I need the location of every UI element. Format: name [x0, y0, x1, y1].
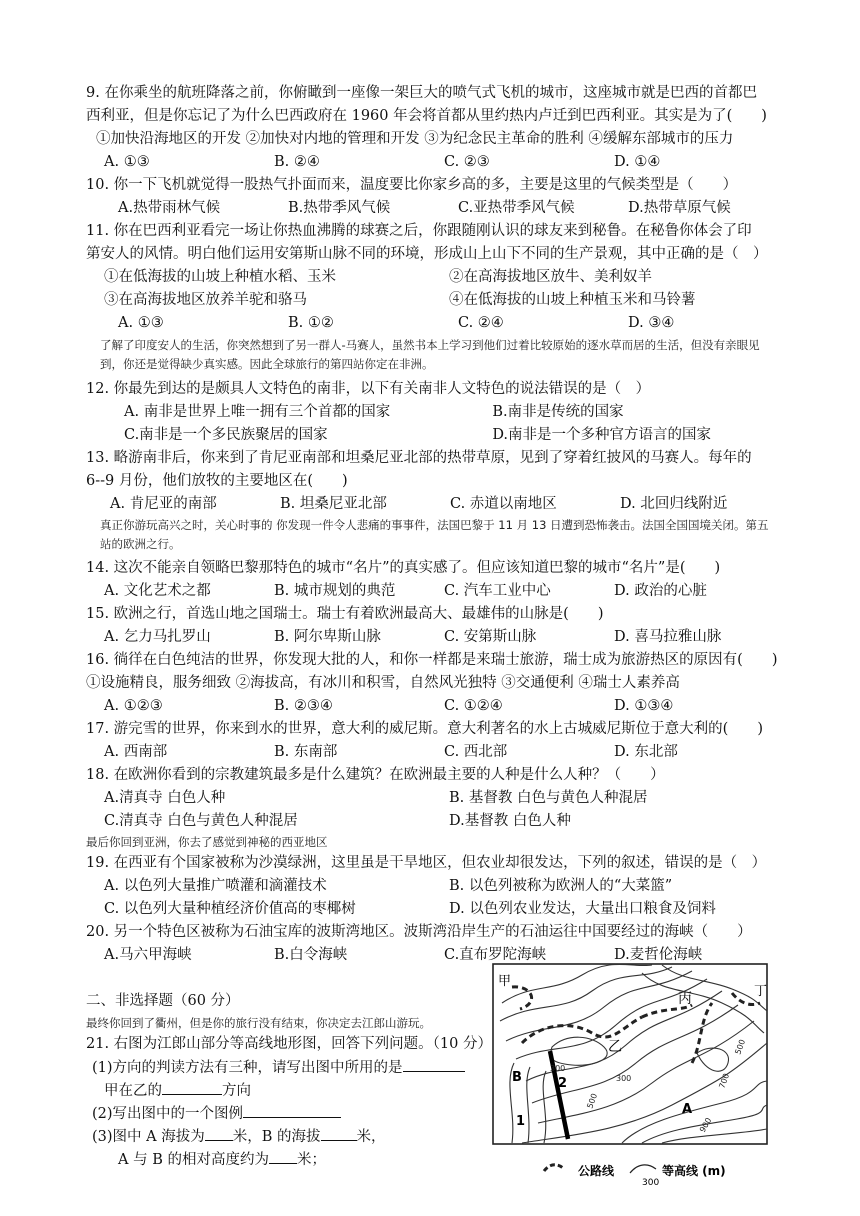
story-note-3: 最后你回到亚洲，你去了感觉到神秘的西亚地区 [86, 835, 328, 849]
option-d[interactable]: D. 北回归线附近 [620, 496, 728, 512]
option-d[interactable]: D.热带草原气候 [628, 200, 731, 216]
option-a[interactable]: A. ①②③ [104, 698, 163, 714]
question-11-items-row-2 [104, 289, 794, 312]
question-21-part-1a [92, 1056, 492, 1080]
option-c[interactable]: C.直布罗陀海峡 [444, 947, 547, 963]
question-9-items: ①加快沿海地区的开发 ②加快对内地的管理和开发 ③为纪念民主革命的胜利 ④缓解东部城市的压力 [96, 131, 734, 147]
option-a[interactable]: A.清真寺 白色人种 [104, 790, 226, 806]
part-3a-text-2: 米，B 的海拔 [232, 1129, 321, 1145]
part-3a-text-3: 米， [356, 1129, 386, 1145]
question-13-stem-line-2: 6--9 月份，他们放牧的主要地区在( ) [86, 473, 348, 489]
part-3b-text-2: 米； [296, 1152, 326, 1168]
option-d[interactable]: D.麦哲伦海峡 [614, 947, 703, 963]
contour-map [492, 963, 772, 1193]
question-21-stem: 21. 右图为江郎山部分等高线地形图，回答下列问题。（10 分） [86, 1036, 492, 1052]
question-21-part-3a [92, 1125, 482, 1149]
question-16-stem: 16. 徜徉在白色纯洁的世界，你发现大批的人，和你一样都是来瑞士旅游，瑞士成为旅游热区的原因有( ) [86, 652, 778, 668]
label-bing: 丙 [678, 991, 692, 1007]
question-9-stem-line-2: 西利亚，但是你忘记了为什么巴西政府在 1960 年会将首都从里约热内卢迁到巴西利亚。其实是为了( ) [86, 108, 767, 124]
part-2-text: (2)写出图中的一个图例 [92, 1106, 244, 1122]
legend-contour-label: 等高线 (m) [662, 1164, 726, 1178]
option-c[interactable]: C. ②③ [444, 154, 490, 170]
question-14-stem: 14. 这次不能亲自领略巴黎那特色的城市“名片”的真实感了。但应该知道巴黎的城市“名片”是( ) [86, 560, 721, 576]
option-a[interactable]: A. 乞力马扎罗山 [104, 629, 211, 645]
item-3: ③在高海拔地区放养羊驼和骆马 [104, 292, 307, 308]
question-9-stem-line-1: 9. 在你乘坐的航班降落之前，你俯瞰到一座像一架巨大的喷气式飞机的城市，这座城市就是巴西的首都巴 [86, 85, 757, 101]
story-note-2: 真正你游玩高兴之时，关心时事的 你发现一件令人悲痛的事事件，法国巴黎于 11 月 13 日遭到恐怖袭击。法国全国国境关闭。第五站的欧洲之行。 [100, 518, 769, 551]
label-a: A [682, 1102, 693, 1117]
option-d[interactable]: D. 喜马拉雅山脉 [614, 629, 722, 645]
contour-value: 900 [697, 1116, 714, 1134]
option-a[interactable]: A.热带雨林气候 [118, 200, 221, 216]
story-note-4: 最终你回到了衢州，但是你的旅行没有结束，你决定去江郎山游玩。 [86, 1016, 431, 1030]
option-b[interactable]: B. 以色列被称为欧洲人的“大菜篮” [449, 878, 673, 894]
option-d[interactable]: D. ①④ [614, 154, 661, 170]
section-2-heading: 二、非选择题（60 分） [86, 993, 240, 1009]
question-9-options [104, 151, 794, 174]
option-b[interactable]: B. 基督教 白色与黄色人种混居 [449, 790, 648, 806]
question-12-options-row-1 [124, 401, 814, 424]
contour-value: 700 [717, 1072, 732, 1090]
option-c[interactable]: C.清真寺 白色与黄色人种混居 [104, 813, 298, 829]
option-d[interactable]: D. 以色列农业发达，大量出口粮食及饲料 [449, 901, 716, 917]
option-c[interactable]: C. 安第斯山脉 [444, 629, 537, 645]
legend-road-symbol [544, 1165, 564, 1171]
answer-blank-legend[interactable] [243, 1102, 341, 1118]
option-c[interactable]: C. 西北部 [444, 744, 508, 760]
label-ding: 丁 [754, 984, 768, 999]
label-2: 2 [558, 1076, 568, 1091]
answer-blank-relative-height[interactable] [269, 1148, 297, 1164]
option-d[interactable]: D. ①③④ [614, 698, 674, 714]
question-12-stem: 12. 你最先到达的是颇具人文特色的南非，以下有关南非人文特色的说法错误的是（ ） [86, 381, 651, 397]
question-10-options [118, 197, 808, 220]
legend-contour-symbol [630, 1165, 656, 1173]
item-2: ②在高海拔地区放牛、美利奴羊 [449, 269, 652, 285]
option-a[interactable]: A. 以色列大量推广喷灌和滴灌技术 [104, 878, 327, 894]
question-13-options [110, 493, 800, 516]
part-1a-text: (1)方向的判读方法有三种，请写出图中所用的是 [92, 1060, 403, 1076]
question-19-stem: 19. 在西亚有个国家被称为沙漠绿洲，这里虽是干旱地区，但农业却很发达，下列的叙述，错误的是（ ） [86, 855, 767, 871]
option-a[interactable]: A. 南非是世界上唯一拥有三个首都的国家 [124, 404, 391, 420]
question-18-options-row-1 [104, 787, 794, 810]
question-17-stem: 17. 游完雪的世界，你来到水的世界，意大利的威尼斯。意大利著名的水上古城威尼斯位于意大利的( ) [86, 721, 763, 737]
option-b[interactable]: B.白令海峡 [274, 947, 348, 963]
contour-value: 500 [733, 1038, 748, 1056]
option-b[interactable]: B. ②④ [274, 154, 320, 170]
option-a[interactable]: A. 文化艺术之都 [104, 583, 211, 599]
option-c[interactable]: C. 以色列大量种植经济价值高的枣椰树 [104, 901, 356, 917]
map-frame [493, 964, 767, 1144]
question-11-items-row-1 [104, 266, 794, 289]
part-3a-text-1: (3)图中 A 海拔为 [92, 1129, 205, 1145]
option-c[interactable]: C. 赤道以南地区 [450, 496, 557, 512]
question-21-part-2 [92, 1102, 482, 1126]
option-b[interactable]: B. 坦桑尼亚北部 [280, 496, 387, 512]
option-d[interactable]: D. ③④ [628, 315, 675, 331]
map-legend [544, 1163, 726, 1188]
question-19-options-row-2 [104, 898, 794, 921]
contour-value: 500 [585, 1092, 600, 1110]
question-15-options [104, 626, 794, 649]
item-4: ④在低海拔的山坡上种植玉米和马铃薯 [449, 292, 696, 308]
label-jia: 甲 [498, 974, 512, 989]
option-a[interactable]: A. ①③ [104, 154, 150, 170]
option-a[interactable]: A.马六甲海峡 [104, 947, 192, 963]
question-15-stem: 15. 欧洲之行，首选山地之国瑞士。瑞士有着欧洲最高大、最雄伟的山脉是( ) [86, 606, 604, 622]
question-11-stem-line-1: 11. 你在巴西利亚看完一场让你热血沸腾的球赛之后，你跟随刚认识的球友来到秘鲁。在秘鲁你体会了印 [86, 223, 752, 239]
part-1b-post: 方向 [222, 1083, 251, 1099]
option-b[interactable]: B.热带季风气候 [288, 200, 391, 216]
question-21-part-3b [118, 1148, 478, 1172]
option-d[interactable]: D. 东北部 [614, 744, 678, 760]
question-11-options [118, 312, 808, 335]
story-note-1: 了解了印度安人的生活，你突然想到了另一群人-马赛人，虽然书本上学习到他们过着比较原始的逐水草而居的生活，但没有亲眼见到，你还是觉得缺少真实感。因此全球旅行的第四站你定在非洲。 [100, 338, 760, 371]
option-c[interactable]: C.亚热带季风气候 [458, 200, 575, 216]
label-b: B [512, 1070, 522, 1085]
option-c[interactable]: C.南非是一个多民族聚居的国家 [124, 427, 328, 443]
question-18-options-row-2 [104, 810, 794, 833]
answer-blank-a-elevation[interactable] [205, 1125, 233, 1141]
option-b[interactable]: B. 东南部 [274, 744, 338, 760]
option-b[interactable]: B. ②③④ [274, 698, 333, 714]
option-c[interactable]: C. 汽车工业中心 [444, 583, 551, 599]
question-21-part-1b [104, 1079, 484, 1103]
item-1: ①在低海拔的山坡上种植水稻、玉米 [104, 269, 336, 285]
answer-blank-direction[interactable] [162, 1079, 222, 1095]
option-c[interactable]: C. ②④ [458, 315, 504, 331]
option-b[interactable]: B. 城市规划的典范 [274, 583, 396, 599]
option-b[interactable]: B. ①② [288, 315, 334, 331]
legend-contour-value: 300 [642, 1178, 660, 1188]
question-12-options-row-2 [124, 424, 814, 447]
option-b[interactable]: B.南非是传统的国家 [492, 404, 624, 420]
question-19-options-row-1 [104, 875, 794, 898]
option-d[interactable]: D.基督教 白色人种 [449, 813, 571, 829]
label-yi: 乙 [608, 1039, 622, 1055]
contour-map-svg [492, 963, 772, 1193]
option-a[interactable]: A. 肯尼亚的南部 [110, 496, 217, 512]
question-17-options [104, 741, 794, 764]
question-20-stem: 20. 另一个特色区被称为石油宝库的波斯湾地区。波斯湾沿岸生产的石油运往中国要经过的海峡（ ） [86, 924, 752, 940]
question-14-options [104, 580, 794, 603]
option-c[interactable]: C. ①②④ [444, 698, 503, 714]
contour-value: 300 [550, 1064, 566, 1073]
question-18-stem: 18. 在欧洲你看到的宗教建筑最多是什么建筑？在欧洲最主要的人种是什么人种？（ ） [86, 767, 665, 783]
question-16-options [104, 695, 794, 718]
option-d[interactable]: D. 政治的心脏 [614, 583, 707, 599]
answer-blank-method[interactable] [403, 1056, 465, 1072]
contour-value: 300 [616, 1074, 632, 1083]
question-10-stem: 10. 你一下飞机就觉得一股热气扑面而来，温度要比你家乡高的多，主要是这里的气候类型是（ ） [86, 177, 738, 193]
option-a[interactable]: A. ①③ [118, 315, 164, 331]
question-13-stem-line-1: 13. 略游南非后，你来到了肯尼亚南部和坦桑尼亚北部的热带草原，见到了穿着红披风的马赛人。每年的 [86, 450, 752, 466]
question-11-stem-line-2: 第安人的风情。明白他们运用安第斯山脉不同的环境，形成山上山下不同的生产景观，其中正确的是（ ） [86, 246, 768, 262]
question-16-items: ①设施精良，服务细致 ②海拔高，有冰川和积雪，自然风光独特 ③交通便利 ④瑞士人素养高 [86, 675, 680, 691]
part-1b-pre: 甲在乙的 [104, 1083, 162, 1099]
option-b[interactable]: B. 阿尔卑斯山脉 [274, 629, 381, 645]
label-1: 1 [516, 1114, 526, 1129]
part-3b-text-1: A 与 B 的相对高度约为 [118, 1152, 269, 1168]
option-d[interactable]: D.南非是一个多种官方语言的国家 [492, 427, 712, 443]
legend-road-label: 公路线 [578, 1164, 615, 1178]
option-a[interactable]: A. 西南部 [104, 744, 168, 760]
answer-blank-b-elevation[interactable] [321, 1125, 357, 1141]
